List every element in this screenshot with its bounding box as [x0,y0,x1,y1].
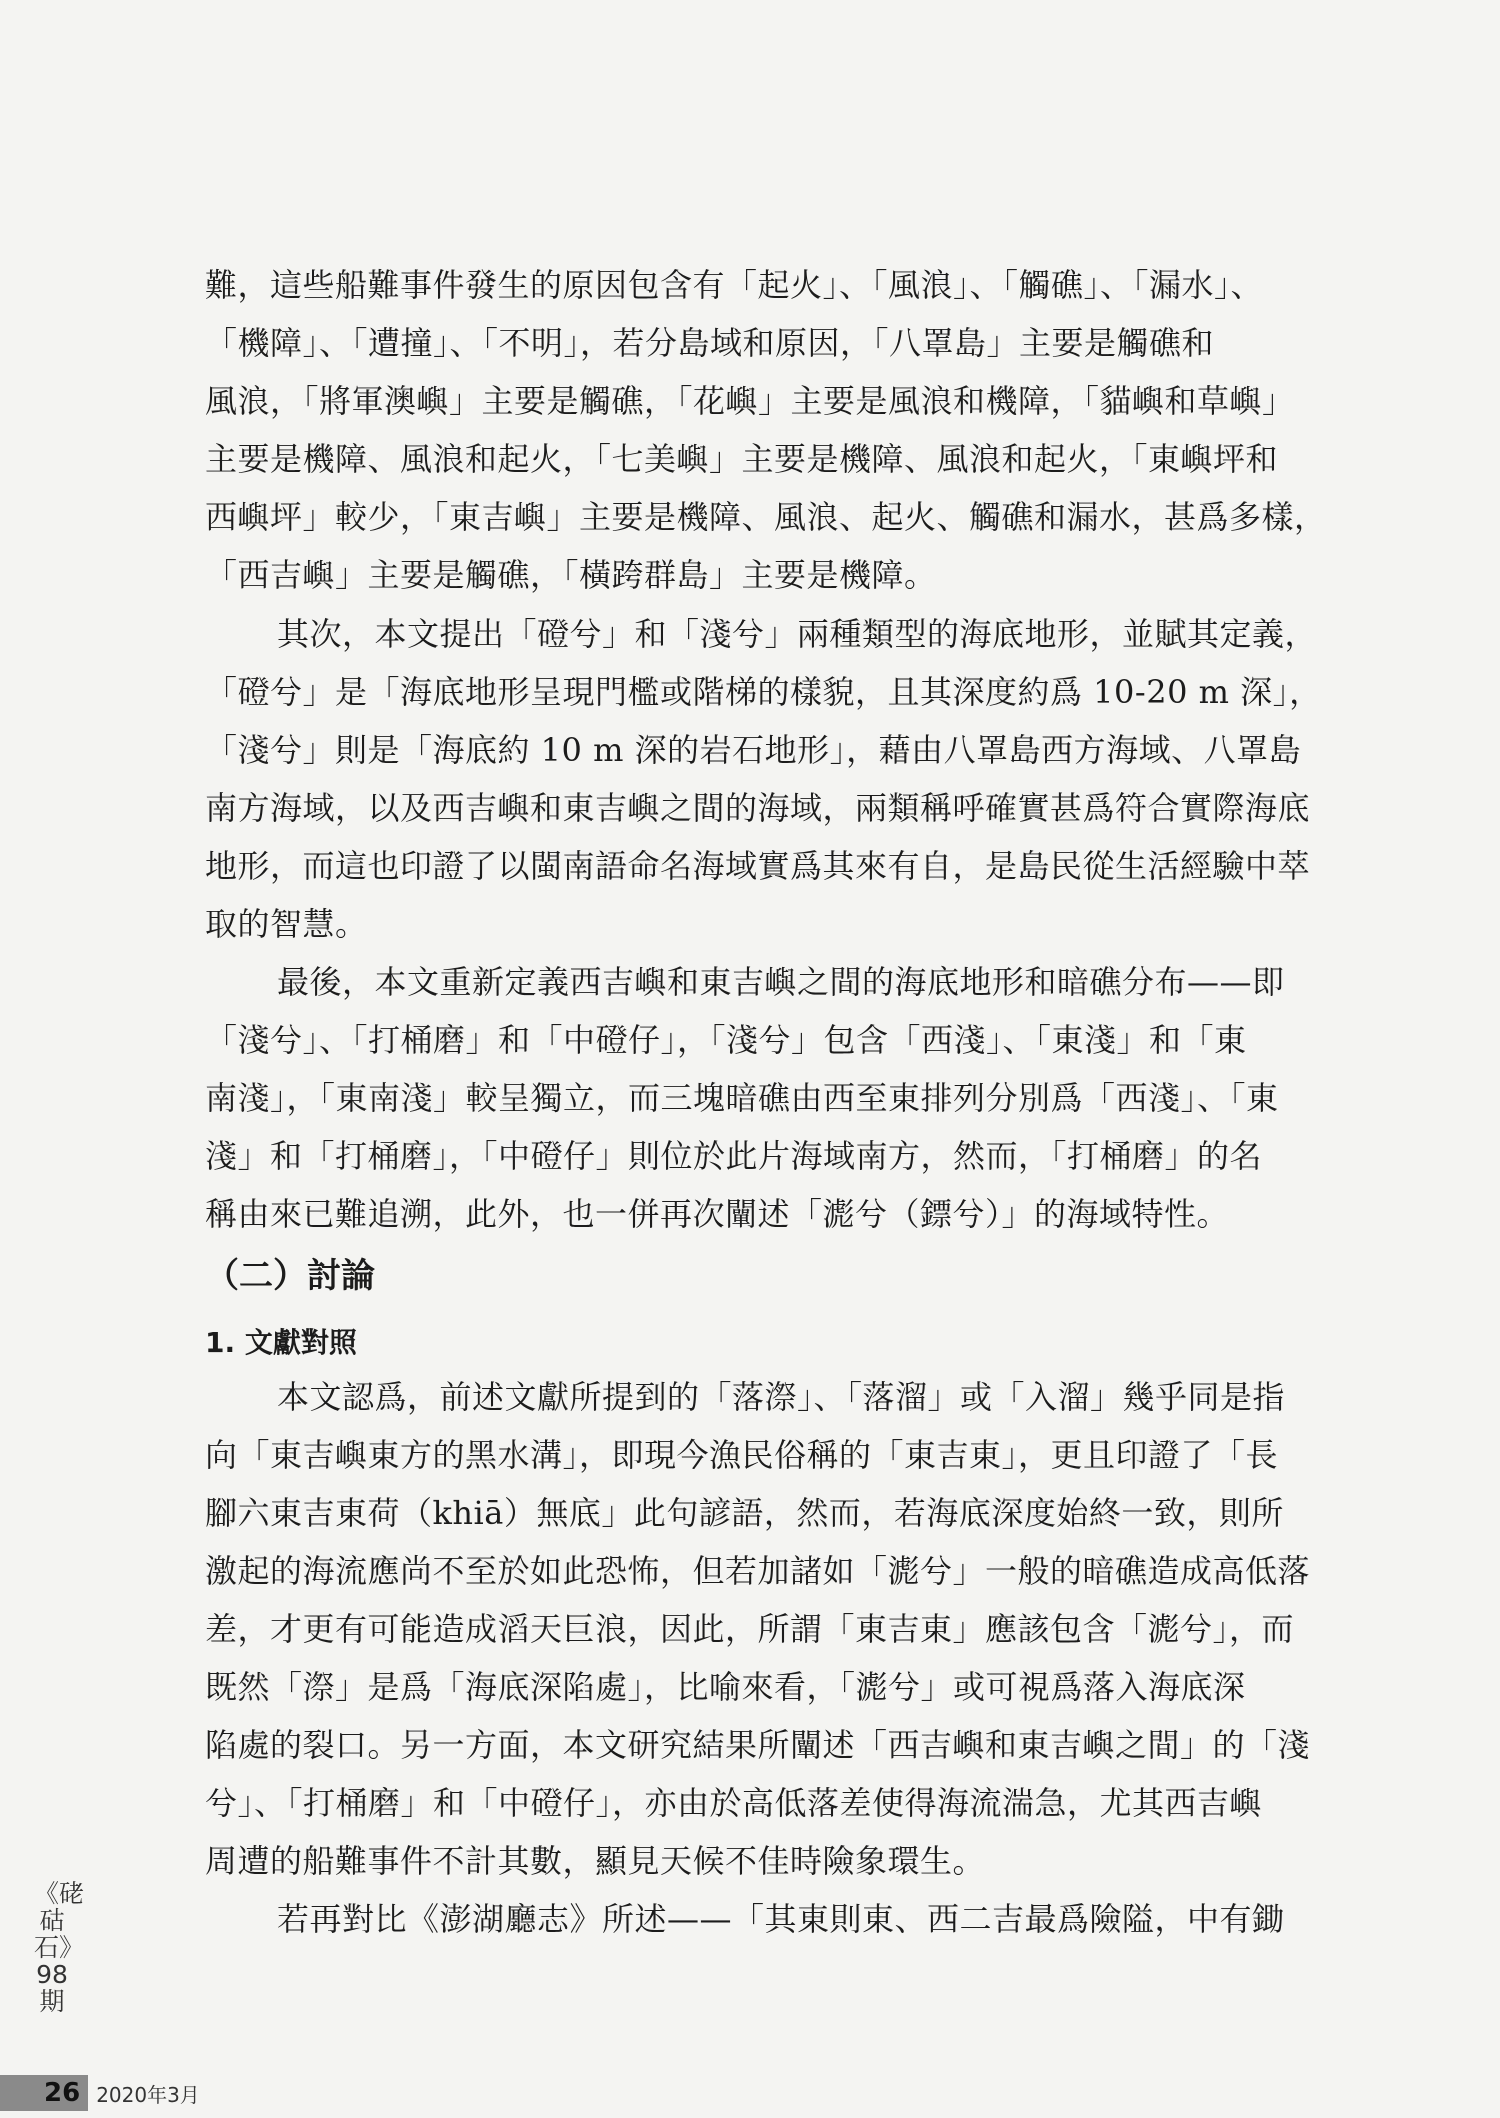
paragraph-1-line-2: 「機障」、「遭撞」、「不明」，若分島域和原因，「八罩島」主要是觸礁和 [205,324,1215,362]
issue-date: 2020年3月 [96,2082,200,2107]
paragraph-4-line-5: 差，才更有可能造成滔天巨浪，因此，所謂「東吉東」應該包含「滮兮」，而 [205,1610,1295,1648]
paragraph-2-line-5: 地形，而這也印證了以閩南語命名海域實爲其來有自，是島民從生活經驗中萃 [205,847,1311,885]
paragraph-1-line-6: 「西吉嶼」主要是觸礁，「橫跨群島」主要是機障。 [205,556,937,594]
paragraph-4-line-4: 激起的海流應尚不至於如此恐怖，但若加諸如「滮兮」一般的暗礁造成高低落 [205,1552,1311,1590]
paragraph-4-line-9: 周遭的船難事件不計其數，顯見天候不佳時險象環生。 [205,1842,986,1880]
paragraph-4-line-8: 兮」、「打桶磨」和「中磴仔」，亦由於高低落差使得海流湍急，尤其西吉嶼 [205,1784,1263,1822]
journal-side-title: 《硓𥑮石》98期 [34,1879,85,2016]
subsection-heading: 1. 文獻對照 [205,1326,357,1359]
paragraph-4-line-2: 向「東吉嶼東方的黑水溝」，即現今漁民俗稱的「東吉東」，更且印證了「長 [205,1436,1279,1474]
paragraph-2-line-1: 其次，本文提出「磴兮」和「淺兮」兩種類型的海底地形，並賦其定義， [277,615,1318,653]
paragraph-3-line-2: 「淺兮」、「打桶磨」和「中磴仔」，「淺兮」包含「西淺」、「東淺」和「東 [205,1021,1247,1059]
paragraph-2-line-4: 南方海域，以及西吉嶼和東吉嶼之間的海域，兩類稱呼確實甚爲符合實際海底 [205,789,1311,827]
paragraph-3-line-5: 稱由來已難追溯，此外，也一併再次闡述「滮兮（鏢兮）」的海域特性。 [205,1195,1230,1233]
section-heading: （二）討論 [205,1256,375,1296]
paragraph-3-line-1: 最後，本文重新定義西吉嶼和東吉嶼之間的海底地形和暗礁分布——即 [277,963,1285,1001]
paragraph-1-line-1: 難，這些船難事件發生的原因包含有「起火」、「風浪」、「觸礁」、「漏水」、 [205,266,1264,304]
paragraph-4-line-6: 既然「漈」是爲「海底深陷處」，比喻來看，「滮兮」或可視爲落入海底深 [205,1668,1246,1706]
paragraph-2-line-3: 「淺兮」則是「海底約 10 m 深的岩石地形」，藉由八罩島西方海域、八罩島 [205,731,1302,769]
paragraph-3-line-3: 南淺」，「東南淺」較呈獨立，而三塊暗礁由西至東排列分別爲「西淺」、「東 [205,1079,1279,1117]
page-footer [0,2075,200,2111]
paragraph-5-line-1: 若再對比《澎湖廳志》所述——「其東則東、西二吉最爲險隘，中有鋤 [277,1900,1285,1938]
page-number: 26 [0,2075,88,2111]
paragraph-1-line-5: 西嶼坪」較少，「東吉嶼」主要是機障、風浪、起火、觸礁和漏水，甚爲多樣， [205,498,1327,536]
paragraph-3-line-4: 淺」和「打桶磨」，「中磴仔」則位於此片海域南方，然而，「打桶磨」的名 [205,1137,1263,1175]
paragraph-4-line-3: 腳六東吉東荷（khiā）無底」此句諺語，然而，若海底深度始終一致，則所 [205,1494,1284,1532]
paragraph-4-line-1: 本文認爲，前述文獻所提到的「落漈」、「落溜」或「入溜」幾乎同是指 [277,1378,1286,1416]
paragraph-1-line-3: 風浪，「將軍澳嶼」主要是觸礁，「花嶼」主要是風浪和機障，「貓嶼和草嶼」 [205,382,1295,420]
paragraph-1-line-4: 主要是機障、風浪和起火，「七美嶼」主要是機障、風浪和起火，「東嶼坪和 [205,440,1279,478]
paragraph-2-line-2: 「磴兮」是「海底地形呈現門檻或階梯的樣貌，且其深度約爲 10-20 m 深」， [205,673,1322,711]
paragraph-2-line-6: 取的智慧。 [205,905,368,943]
paragraph-4-line-7: 陷處的裂口。另一方面，本文研究結果所闡述「西吉嶼和東吉嶼之間」的「淺 [205,1726,1311,1764]
